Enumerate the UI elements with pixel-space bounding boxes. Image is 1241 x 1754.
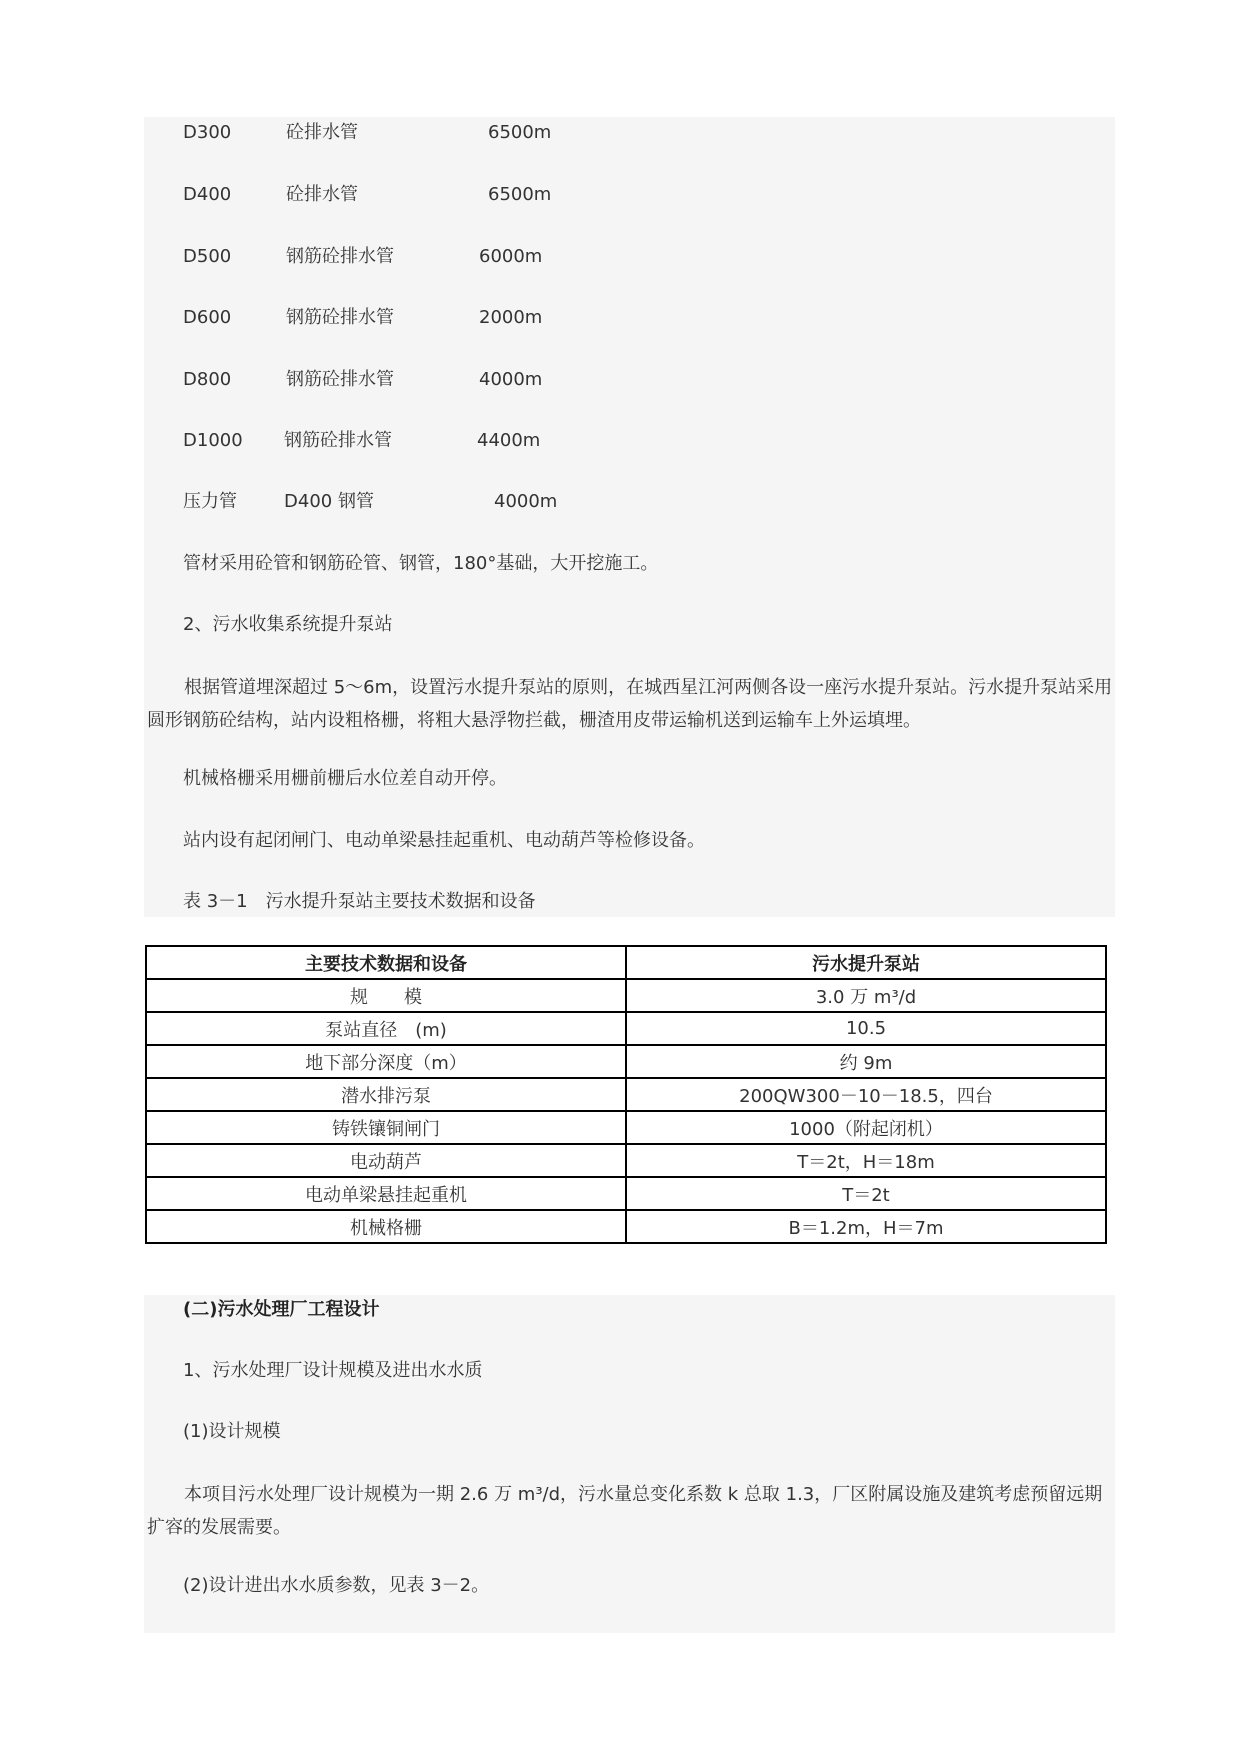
table-cell-value: T＝2t，H＝18m	[626, 1144, 1106, 1177]
pipe-length: 2000m	[479, 307, 543, 328]
spec-table	[145, 945, 1107, 1244]
table-row	[146, 1012, 1106, 1045]
table-row	[146, 1210, 1106, 1243]
subsection-title-design-scale: (1)设计规模	[183, 1421, 281, 1442]
paragraph-equipment: 站内设有起闭闸门、电动单梁悬挂起重机、电动葫芦等检修设备。	[183, 830, 705, 851]
pipe-material: 钢筋砼排水管	[286, 369, 394, 390]
pipe-material: 钢筋砼排水管	[284, 430, 392, 451]
table-header-row	[146, 946, 1106, 979]
table-caption: 表 3－1 污水提升泵站主要技术数据和设备	[183, 891, 536, 912]
table-cell-item: 电动单梁悬挂起重机	[146, 1177, 626, 1210]
table-header-cell: 污水提升泵站	[626, 946, 1106, 979]
table-cell-value: T＝2t	[626, 1177, 1106, 1210]
pipe-material: 砼排水管	[286, 184, 358, 205]
content-block-top	[144, 117, 1115, 917]
pipe-size: D800	[183, 369, 232, 390]
pipe-size: D400	[183, 184, 232, 205]
table-row	[146, 1177, 1106, 1210]
pipe-material: D400 钢管	[284, 491, 374, 512]
section-title-treatment-plant: (二)污水处理厂工程设计	[183, 1299, 380, 1320]
paragraph-pump-station: 根据管道埋深超过 5～6m，设置污水提升泵站的原则，在城西星江河两侧各设一座污水提升泵站。污水提升泵站采用圆形钢筋砼结构，站内设粗格栅，将粗大悬浮物拦截，栅渣用皮带运输机送到运输车上外运填埋。	[147, 677, 1113, 731]
table-cell-value: B＝1.2m，H＝7m	[626, 1210, 1106, 1243]
table-cell-value: 1000（附起闭机）	[626, 1111, 1106, 1144]
table-header-cell: 主要技术数据和设备	[146, 946, 626, 979]
pipe-material: 砼排水管	[286, 122, 358, 143]
subsection-title-water-quality: (2)设计进出水水质参数，见表 3－2。	[183, 1575, 490, 1596]
pipe-length: 6500m	[488, 122, 552, 143]
pipe-material: 钢筋砼排水管	[286, 246, 394, 267]
pipe-size: D500	[183, 246, 232, 267]
table-cell-item: 泵站直径 (m)	[146, 1012, 626, 1045]
table-row	[146, 1144, 1106, 1177]
pipe-length: 4000m	[494, 491, 558, 512]
pipe-size: 压力管	[183, 491, 237, 512]
table-cell-item: 铸铁镶铜闸门	[146, 1111, 626, 1144]
table-cell-item: 机械格栅	[146, 1210, 626, 1243]
table-cell-value: 10.5	[626, 1012, 1106, 1045]
pipe-size: D300	[183, 122, 232, 143]
pipe-note: 管材采用砼管和钢筋砼管、钢管，180°基础，大开挖施工。	[183, 553, 659, 574]
subsection-title-scale-quality: 1、污水处理厂设计规模及进出水水质	[183, 1360, 483, 1381]
table-row	[146, 979, 1106, 1012]
table-row	[146, 1045, 1106, 1078]
pipe-length: 6000m	[479, 246, 543, 267]
section-title-pump-station: 2、污水收集系统提升泵站	[183, 614, 393, 635]
table-cell-item: 地下部分深度（m）	[146, 1045, 626, 1078]
table-cell-item: 潜水排污泵	[146, 1078, 626, 1111]
pipe-material: 钢筋砼排水管	[286, 307, 394, 328]
paragraph-design-scale: 本项目污水处理厂设计规模为一期 2.6 万 m³/d，污水量总变化系数 k 总取 1.3，厂区附属设施及建筑考虑预留远期扩容的发展需要。	[147, 1484, 1103, 1538]
table-cell-value: 3.0 万 m³/d	[626, 979, 1106, 1012]
table-cell-value: 约 9m	[626, 1045, 1106, 1078]
table-row	[146, 1111, 1106, 1144]
pipe-size: D1000	[183, 430, 243, 451]
table-cell-item: 电动葫芦	[146, 1144, 626, 1177]
pipe-length: 4000m	[479, 369, 543, 390]
paragraph-grille: 机械格栅采用栅前栅后水位差自动开停。	[183, 768, 507, 789]
pipe-size: D600	[183, 307, 232, 328]
table-row	[146, 1078, 1106, 1111]
pipe-length: 6500m	[488, 184, 552, 205]
table-cell-item: 规 模	[146, 979, 626, 1012]
table-cell-value: 200QW300－10－18.5，四台	[626, 1078, 1106, 1111]
pipe-length: 4400m	[477, 430, 541, 451]
